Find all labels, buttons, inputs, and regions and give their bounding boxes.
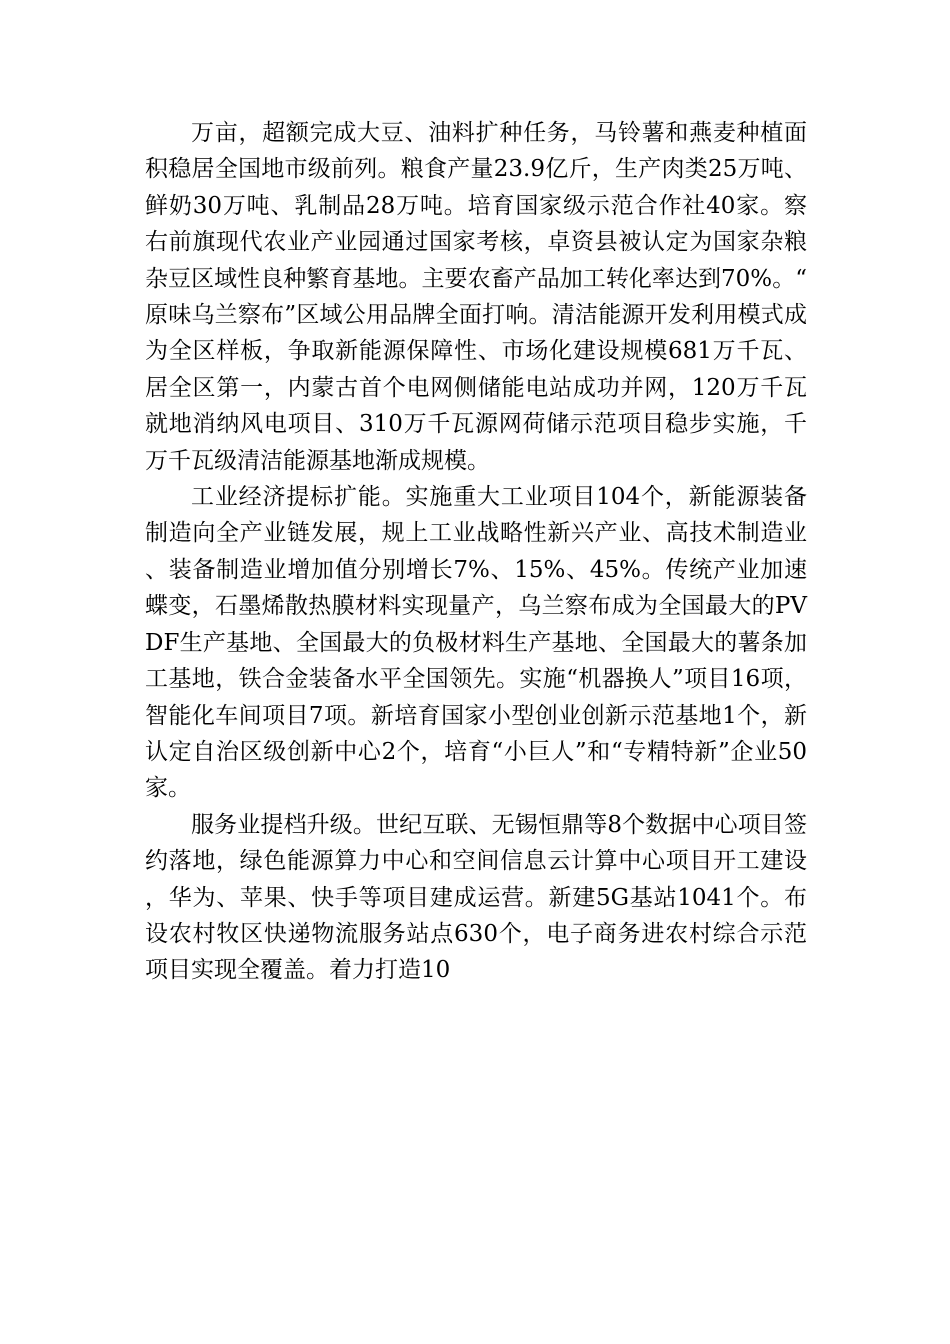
paragraph-industrial-economy: 工业经济提标扩能。实施重大工业项目104个，新能源装备制造向全产业链发展，规上工业战略性新兴产业、高技术制造业、装备制造业增加值分别增长7%、15%、45%。传统产业加速蝶变，石墨烯散热膜材料实现量产，乌兰察布成为全国最大的PVDF生产基地、全国最大的负极材料生产基地、全国最大的薯条加工基地，铁合金装备水平全国领先。实施“机器换人”项目16项，智能化车间项目7项。新培育国家小型创业创新示范基地1个，新认定自治区级创新中心2个，培育“小巨人”和“专精特新”企业50家。	[145, 484, 807, 802]
document-body	[145, 115, 807, 989]
paragraph-service-industry: 服务业提档升级。世纪互联、无锡恒鼎等8个数据中心项目签约落地，绿色能源算力中心和空间信息云计算中心项目开工建设，华为、苹果、快手等项目建成运营。新建5G基站1041个。布设农村牧区快递物流服务站点630个，电子商务进农村综合示范项目实现全覆盖。着力打造10	[145, 811, 807, 984]
paragraph-agriculture-energy: 万亩，超额完成大豆、油料扩种任务，马铃薯和燕麦种植面积稳居全国地市级前列。粮食产量23.9亿斤，生产肉类25万吨、鲜奶30万吨、乳制品28万吨。培育国家级示范合作社40家。察右前旗现代农业产业园通过国家考核，卓资县被认定为国家杂粮杂豆区域性良种繁育基地。主要农畜产品加工转化率达到70%。“原味乌兰察布”区域公用品牌全面打响。清洁能源开发利用模式成为全区样板，争取新能源保障性、市场化建设规模681万千瓦、居全区第一，内蒙古首个电网侧储能电站成功并网，120万千瓦就地消纳风电项目、310万千瓦源网荷储示范项目稳步实施，千万千瓦级清洁能源基地渐成规模。	[145, 120, 807, 474]
